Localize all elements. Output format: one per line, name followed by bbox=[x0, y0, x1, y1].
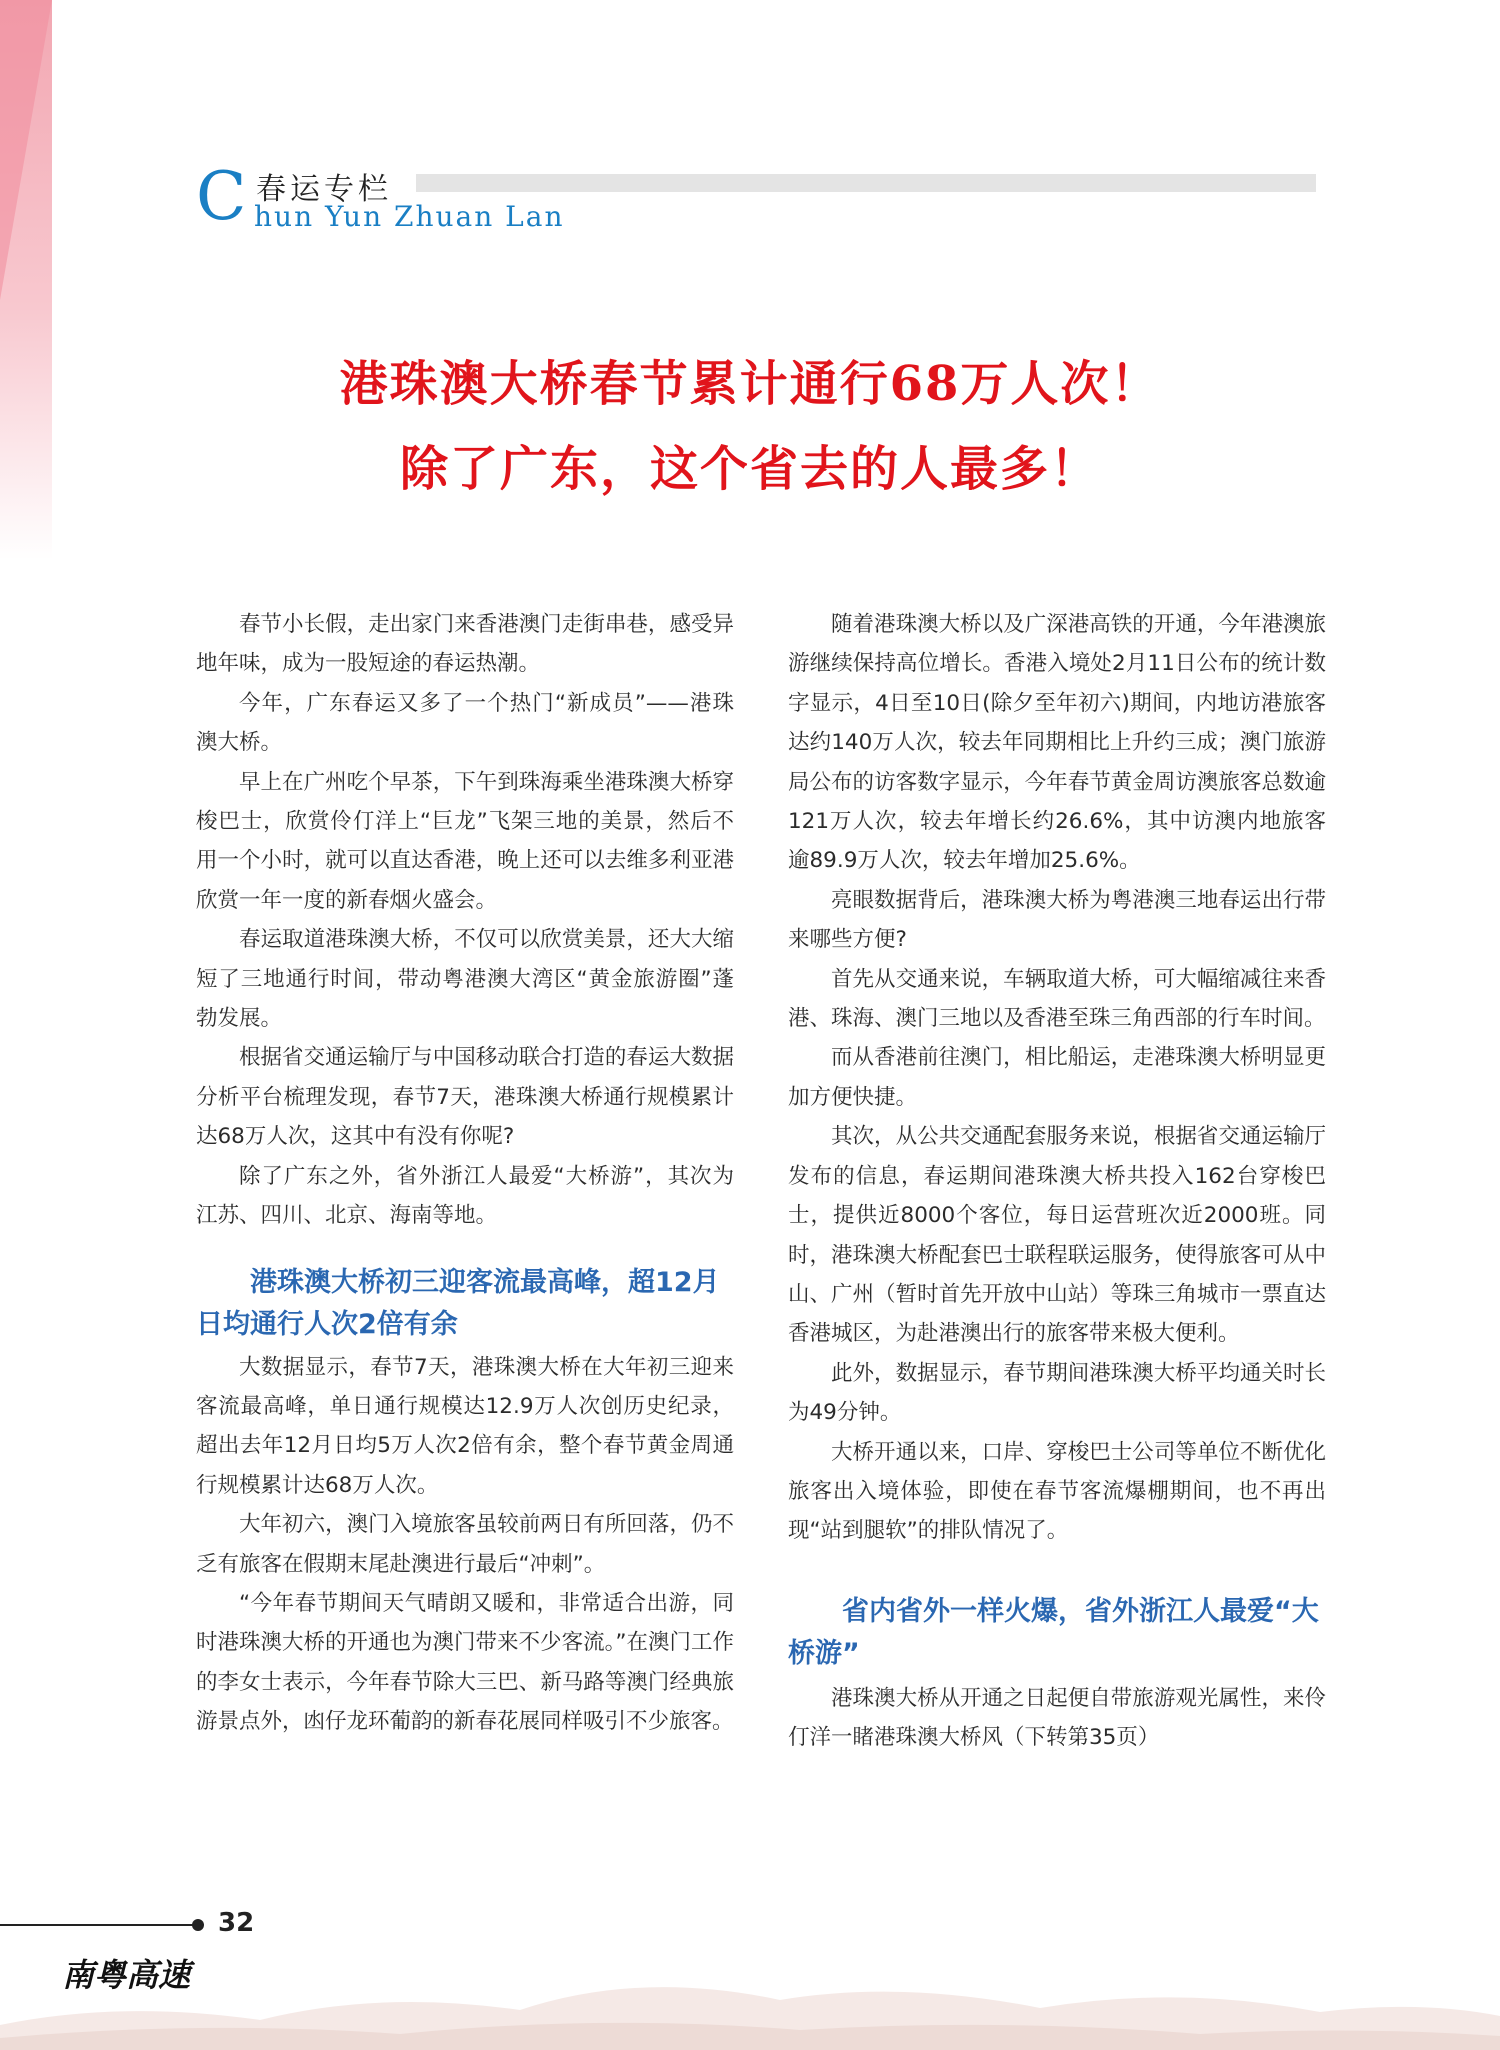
paragraph: 除了广东之外，省外浙江人最爱“大桥游”，其次为江苏、四川、北京、海南等地。 bbox=[196, 1163, 734, 1229]
paragraph: 其次，从公共交通配套服务来说，根据省交通运输厅发布的信息，春运期间港珠澳大桥共投入162台穿梭巴士，提供近8000个客位，每日运营班次近2000班。同时，港珠澳大桥配套巴士联程联运服务，使得旅客可从中山、广州（暂时首先开放中山站）等珠三角城市一票直达香港城区，为赴港澳出行的旅客带来极大便利。 bbox=[788, 1124, 1326, 1347]
paragraph: 首先从交通来说，车辆取道大桥，可大幅缩减往来香港、珠海、澳门三地以及香港至珠三角西部的行车时间。 bbox=[788, 966, 1326, 1032]
article-title-line2: 除了广东，这个省去的人最多！ bbox=[399, 441, 1100, 497]
footer-line bbox=[0, 1924, 200, 1926]
paragraph: 随着港珠澳大桥以及广深港高铁的开通，今年港澳旅游继续保持高位增长。香港入境处2月11日公布的统计数字显示，4日至10日(除夕至年初六)期间，内地访港旅客达约140万人次，较去年同期相比上升约三成；澳门旅游局公布的访客数字显示，今年春节黄金周访澳旅客总数逾121万人次，较去年增长约26.6%，其中访澳内地旅客逾89.9万人次，较去年增加25.6%。 bbox=[788, 612, 1326, 874]
paragraph: 而从香港前往澳门，相比船运，走港珠澳大桥明显更加方便快捷。 bbox=[788, 1045, 1326, 1110]
paragraph: 港珠澳大桥从开通之日起便自带旅游观光属性，来伶仃洋一睹港珠澳大桥风（下转第35页） bbox=[788, 1685, 1326, 1751]
right-column bbox=[788, 605, 1326, 1758]
mountain-decoration bbox=[0, 1930, 1500, 2050]
subheading: 省内省外一样火爆，省外浙江人最爱“大桥游” bbox=[788, 1595, 1319, 1669]
paragraph: “今年春节期间天气晴朗又暖和，非常适合出游，同时港珠澳大桥的开通也为澳门带来不少客流。”在澳门工作的李女士表示，今年春节除大三巴、新马路等澳门经典旅游景点外，凼仔龙环葡韵的新春花展同样吸引不少旅客。 bbox=[196, 1590, 734, 1735]
left-column bbox=[196, 605, 734, 1742]
column-title-cn: 春运专栏 bbox=[256, 172, 392, 207]
paragraph: 大桥开通以来，口岸、穿梭巴士公司等单位不断优化旅客出入境体验，即使在春节客流爆棚期间，也不再出现“站到腿软”的排队情况了。 bbox=[788, 1439, 1326, 1544]
paragraph: 大数据显示，春节7天，港珠澳大桥在大年初三迎来客流最高峰，单日通行规模达12.9万人次创历史纪录，超出去年12月日均5万人次2倍有余，整个春节黄金周通行规模累计达68万人次。 bbox=[196, 1354, 734, 1498]
paragraph: 早上在广州吃个早茶，下午到珠海乘坐港珠澳大桥穿梭巴士，欣赏伶仃洋上“巨龙”飞架三地的美景，然后不用一个小时，就可以直达香港，晚上还可以去维多利亚港欣赏一年一度的新春烟火盛会。 bbox=[196, 769, 734, 913]
article-title-line1: 港珠澳大桥春节累计通行68万人次！ bbox=[339, 356, 1161, 412]
column-letter: C bbox=[196, 158, 247, 235]
paragraph: 今年，广东春运又多了一个热门“新成员”——港珠澳大桥。 bbox=[196, 690, 734, 756]
magazine-logo: 南粤高速 bbox=[62, 1956, 191, 1994]
page-number: 32 bbox=[218, 1908, 255, 1938]
paragraph: 大年初六，澳门入境旅客虽较前两日有所回落，仍不乏有旅客在假期末尾赴澳进行最后“冲刺”。 bbox=[196, 1512, 734, 1577]
paragraph: 亮眼数据背后，港珠澳大桥为粤港澳三地春运出行带来哪些方便? bbox=[788, 887, 1326, 953]
column-header bbox=[196, 160, 1326, 240]
paragraph: 根据省交通运输厅与中国移动联合打造的春运大数据分析平台梳理发现，春节7天，港珠澳大桥通行规模累计达68万人次，这其中有没有你呢? bbox=[196, 1045, 734, 1150]
corner-diagonal-decoration bbox=[0, 0, 52, 300]
paragraph: 春运取道港珠澳大桥，不仅可以欣赏美景，还大大缩短了三地通行时间，带动粤港澳大湾区“黄金旅游圈”蓬勃发展。 bbox=[196, 927, 734, 1032]
column-header-bar bbox=[416, 174, 1316, 192]
subheading: 港珠澳大桥初三迎客流最高峰，超12月日均通行人次2倍有余 bbox=[196, 1266, 720, 1340]
paragraph: 此外，数据显示，春节期间港珠澳大桥平均通关时长为49分钟。 bbox=[788, 1360, 1326, 1426]
column-title-en: hun Yun Zhuan Lan bbox=[254, 200, 565, 233]
paragraph: 春节小长假，走出家门来香港澳门走街串巷，感受异地年味，成为一股短途的春运热潮。 bbox=[196, 612, 734, 677]
